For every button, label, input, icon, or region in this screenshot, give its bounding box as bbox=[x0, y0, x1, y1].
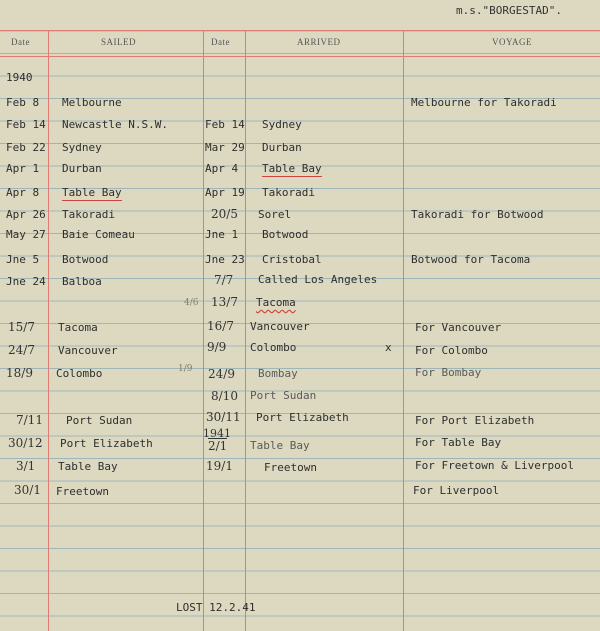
ship-name: m.s."BORGESTAD". bbox=[456, 4, 562, 17]
header-bottom-rule bbox=[0, 56, 600, 57]
arrived-date: Feb 14 bbox=[205, 118, 245, 131]
sailed-date: Feb 22 bbox=[6, 141, 46, 154]
sailed-date: Apr 26 bbox=[6, 208, 46, 221]
arrived-port: Called Los Angeles bbox=[258, 273, 378, 286]
arrived-port: Takoradi bbox=[262, 186, 315, 199]
sailed-date: 30/12 bbox=[8, 436, 43, 450]
sailed-port: Vancouver bbox=[58, 344, 118, 357]
arrived-port: Port Sudan bbox=[250, 389, 317, 402]
header-date-sailed: Date bbox=[11, 37, 30, 47]
arrived-port: Colombo bbox=[250, 341, 297, 354]
arrived-date: 19/1 bbox=[206, 459, 233, 473]
sailed-date: Feb 8 bbox=[6, 96, 40, 109]
voyage-text: For Bombay bbox=[415, 366, 482, 379]
arrived-date: 20/5 bbox=[211, 207, 238, 221]
arrived-port: Durban bbox=[262, 141, 302, 154]
column-rule bbox=[403, 30, 404, 631]
arrived-date: 2/1 bbox=[208, 439, 228, 453]
sailed-date: Apr 8 bbox=[6, 186, 40, 199]
arrived-port: Tacoma bbox=[256, 296, 296, 309]
voyage-text: Melbourne for Takoradi bbox=[411, 96, 557, 109]
arrived-date: 13/7 bbox=[211, 295, 238, 309]
sailed-date: May 27 bbox=[6, 228, 46, 241]
voyage-text: For Table Bay bbox=[415, 436, 502, 449]
arrived-port: Vancouver bbox=[250, 320, 310, 333]
sailed-port: Newcastle N.S.W. bbox=[62, 118, 168, 131]
arrived-port: Port Elizabeth bbox=[256, 411, 349, 424]
column-rule bbox=[245, 30, 246, 631]
voyage-text: Takoradi for Botwood bbox=[411, 208, 544, 221]
header-date-arrived: Date bbox=[211, 37, 230, 47]
sailed-date: 3/1 bbox=[16, 459, 36, 473]
voyage-text: For Freetown & Liverpool bbox=[415, 459, 574, 472]
arrived-date: 30/11 bbox=[206, 410, 241, 424]
column-rule bbox=[48, 30, 49, 631]
sailed-port: Port Elizabeth bbox=[60, 437, 153, 450]
arrived-date: 8/10 bbox=[211, 389, 238, 403]
arrived-port: Sorel bbox=[258, 208, 292, 221]
sailed-date: Jne 24 bbox=[6, 275, 46, 288]
sailed-port: Tacoma bbox=[58, 321, 98, 334]
sailed-port: Melbourne bbox=[62, 96, 122, 109]
lost-note: LOST 12.2.41 bbox=[176, 601, 256, 614]
voyage-text: For Vancouver bbox=[415, 321, 502, 334]
sailed-port: Takoradi bbox=[62, 208, 115, 221]
sailed-date: 7/11 bbox=[16, 413, 43, 427]
arrived-date: 7/7 bbox=[214, 273, 234, 287]
arrived-date: Jne 1 bbox=[205, 228, 239, 241]
arrived-date: Apr 19 bbox=[205, 186, 245, 199]
sailed-date: Jne 5 bbox=[6, 253, 40, 266]
header-top-rule bbox=[0, 30, 600, 31]
sailed-date: 18/9 bbox=[6, 366, 33, 380]
sailed-port: Baie Comeau bbox=[62, 228, 135, 241]
arrived-date: Jne 23 bbox=[205, 253, 245, 266]
arrived-port: Cristobal bbox=[262, 253, 322, 266]
sailed-port: Table Bay bbox=[62, 186, 122, 199]
voyage-text: Botwood for Tacoma bbox=[411, 253, 531, 266]
voyage-text: For Colombo bbox=[415, 344, 488, 357]
sailed-port: Durban bbox=[62, 162, 102, 175]
sailed-port: Botwood bbox=[62, 253, 109, 266]
arrived-port: Table Bay bbox=[262, 162, 322, 175]
voyage-text: For Liverpool bbox=[413, 484, 500, 497]
header-voyage: VOYAGE bbox=[492, 37, 532, 47]
sailed-port: Table Bay bbox=[58, 460, 118, 473]
sailed-port: Port Sudan bbox=[66, 414, 133, 427]
year-label: 1941 bbox=[203, 427, 231, 440]
header-sailed: SAILED bbox=[101, 37, 136, 47]
arrived-port: Bombay bbox=[258, 367, 298, 380]
sailed-port: Balboa bbox=[62, 275, 102, 288]
x-mark: x bbox=[385, 341, 392, 354]
arrived-port: Sydney bbox=[262, 118, 302, 131]
margin-mark: 1/9 bbox=[178, 364, 193, 374]
sailed-date: 24/7 bbox=[8, 343, 35, 357]
arrived-port: Botwood bbox=[262, 228, 309, 241]
sailed-port: Sydney bbox=[62, 141, 102, 154]
header-arrived: ARRIVED bbox=[297, 37, 341, 47]
sailed-date: 15/7 bbox=[8, 320, 35, 334]
arrived-date: Mar 29 bbox=[205, 141, 245, 154]
arrived-date: 16/7 bbox=[207, 319, 234, 333]
arrived-port: Freetown bbox=[264, 461, 317, 474]
sailed-port: Colombo bbox=[56, 367, 103, 380]
voyage-text: For Port Elizabeth bbox=[415, 414, 535, 427]
margin-mark: 4/6 bbox=[184, 298, 199, 308]
year-label: 1940 bbox=[6, 71, 33, 84]
sailed-date: Apr 1 bbox=[6, 162, 40, 175]
sailed-date: Feb 14 bbox=[6, 118, 46, 131]
arrived-date: Apr 4 bbox=[205, 162, 239, 175]
column-rule bbox=[203, 30, 204, 631]
sailed-port: Freetown bbox=[56, 485, 109, 498]
arrived-port: Table Bay bbox=[250, 439, 310, 452]
arrived-date: 24/9 bbox=[208, 367, 235, 381]
arrived-date: 9/9 bbox=[207, 340, 227, 354]
sailed-date: 30/1 bbox=[14, 483, 41, 497]
